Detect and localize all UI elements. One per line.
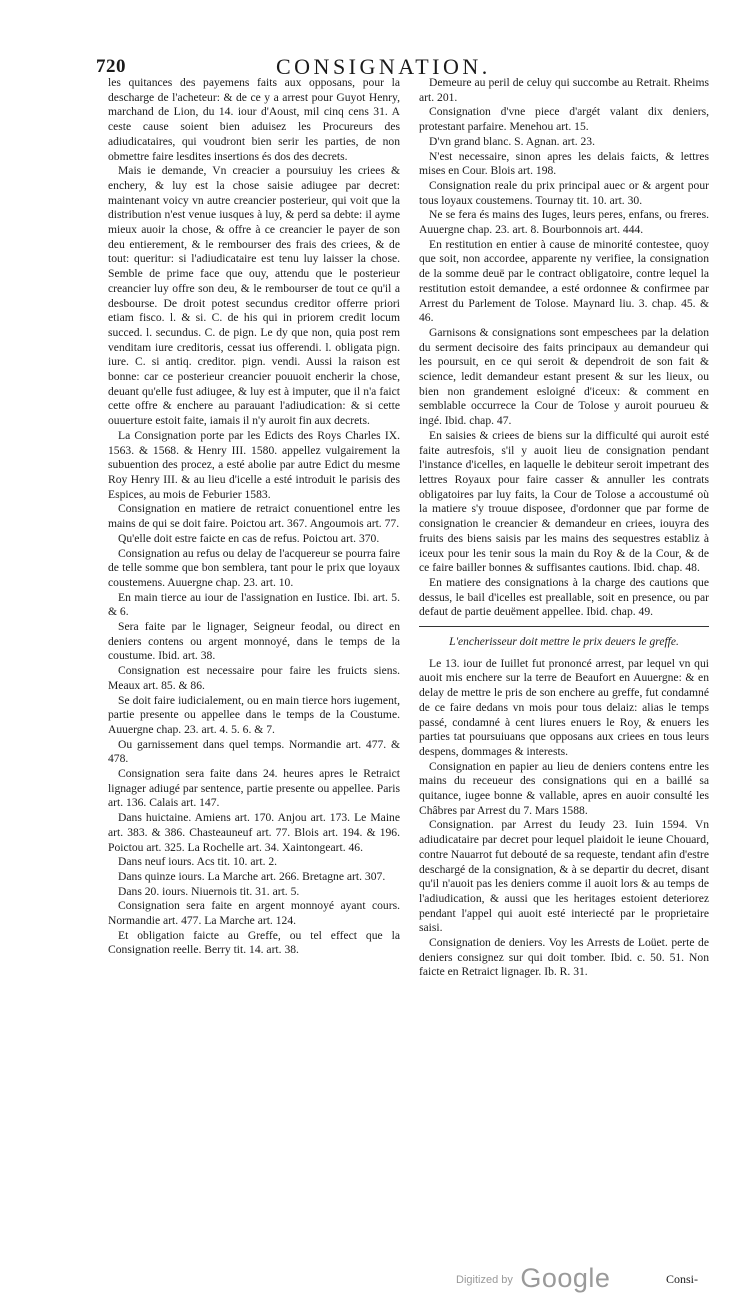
paragraph: Consignation sera faite en argent monnoyé ayant cours. Normandie art. 477. La Marche art. 124. (108, 899, 400, 928)
paragraph: En saisies & criees de biens sur la difficulté qui auroit esté faite autresfois, s'il y auoit lieu de consignation pendant l'instance d'icelles, en laquelle le debiteur seroit impetrant des lettres Royaux pour faire casser & annuller les contrats obligatoires par luy faits, la Cour de Tolose a accoustumé où la matiere s'y trouue disposee, d'ordonner que par forme de consignation le creancier & demandeur en criees, iouyra des fruits des biens saisis par les mains des sequestres establiz à iceux pour les tenir sous la main du Roy & de la Cour, & de ce faire bailler bonnes & suffisantes cautions. Ibid. chap. 48. (419, 428, 709, 575)
page-number: 720 (96, 56, 126, 77)
paragraph: Dans huictaine. Amiens art. 170. Anjou art. 173. Le Maine art. 383. & 386. Chasteauneuf art. 77. Blois art. 194. & 196. Poictou art. 325. La Rochelle art. 34. Xaintongeart. 46. (108, 811, 400, 854)
paragraph: N'est necessaire, sinon apres les delais faicts, & lettres mises en Cour. Blois art. 198. (419, 149, 709, 178)
paragraph: La Consignation porte par les Edicts des Roys Charles IX. 1563. & 1568. & Henry III. 1580. appellez vulgairement la subuention des procez, a esté abolie par autre Edict du mesme Roy Henry III. & au lieu d'icelle a esté introduit le parisis des Espices, au mois de Feburier 1583. (108, 428, 400, 501)
right-column (419, 76, 709, 980)
paragraph: Dans 20. iours. Niuernois tit. 31. art. 5. (118, 884, 300, 898)
paragraph: Consignation en papier au lieu de deniers contens entre les mains du receueur des consignations qui en a baillé sa quitance, iugee bonne & vallable, apres en auoir consulté les Châbres par Arrest du 7. Mars 1588. (419, 759, 709, 817)
paragraph: Se doit faire iudicialement, ou en main tierce hors iugement, partie presente ou appellee dans le temps de la Coustume. Auuergne chap. 23. art. 4. 5. 6. & 7. (108, 693, 400, 736)
watermark-small-text: Digitized by (456, 1274, 513, 1286)
paragraph: Consignation sera faite dans 24. heures apres le Retraict lignager adiugé par sentence, partie presente ou appellee. Paris art. 136. Calais art. 147. (108, 767, 400, 810)
digitized-by-google-watermark (456, 1263, 610, 1294)
paragraph: Consignation d'vne piece d'argét valant dix deniers, protestant parfaire. Menehou art. 15. (419, 105, 709, 134)
paragraph: En matiere des consignations à la charge des cautions que dessus, le bail d'icelles est preallable, soit en presence, ou par defaut de partie deuëment appellee. Ibid. chap. 49. (419, 575, 709, 619)
paragraph: Consignation est necessaire pour faire les fruicts siens. Meaux art. 85. & 86. (108, 664, 400, 692)
paragraph: Consignation en matiere de retraict conuentionel entre les mains de qui se doit faire. Poictou art. 367. Angoumois art. 77. (108, 502, 400, 531)
watermark-logo-text: Google (520, 1263, 611, 1293)
paragraph: En restitution en entier à cause de minorité contestee, quoy que soit, non accordee, apparente ny verifiee, la consignation de la somme deuë par le contract obligatoire, contre lequel la restitution estoit demandee, a esté ordonnee & confirmee par Arrest du Parlement de Tolose. Maynard liu. 3. chap. 45. & 46. (419, 237, 709, 325)
running-title: CONSIGNATION. (276, 54, 491, 79)
paragraph: Ne se fera és mains des Iuges, leurs peres, enfans, ou freres. Auuergne chap. 23. art. 8. Bourbonnois art. 444. (419, 208, 709, 237)
section-divider (419, 626, 709, 627)
paragraph: Qu'elle doit estre faicte en cas de refus. Poictou art. 370. (118, 531, 380, 545)
paragraph: Le 13. iour de Iuillet fut prononcé arrest, par lequel vn qui auoit mis enchere sur la terre de Beaufort en Auuergne: & en delay de mettre le pris de son enchere au greffe, fut condamné de ce faire dedans vn mois pour tous delaiz: alias le temps passé, condamné à cent liures enuers le Roy, & enuers les parties tat poursuiuans que opposans aux criees en tous leurs despens, dommages & interests. (419, 656, 709, 758)
section-heading: L'encherisseur doit mettre le prix deuers le greffe. (449, 636, 679, 649)
paragraph: Consignation. par Arrest du Ieudy 23. Iuin 1594. Vn adiudicataire par decret pour lequel plaidoit le ieune Chouard, contre Nauarrot fut debouté de sa requeste, tendant afin d'estre deschargé de la consignation, & à se departir du decret, disant qu'il n'auoit pas les deniers comme il auoit lors & au temps de l'adiudication, & aussi que les heritages estoient deteriorez pendant l'appel qui auoit esté interiecté par le proprietaire saisi. (419, 818, 709, 935)
paragraph: Demeure au peril de celuy qui succombe au Retrait. Rheims art. 201. (419, 76, 709, 104)
paragraph: Et obligation faicte au Greffe, ou tel effect que la Consignation reelle. Berry tit. 14. art. 38. (108, 928, 400, 957)
paragraph: Ou garnissement dans quel temps. Normandie art. 477. & 478. (108, 737, 400, 766)
paragraph: D'vn grand blanc. S. Agnan. art. 23. (429, 134, 595, 148)
paragraph: Consignation au refus ou delay de l'acquereur se pourra faire de telle somme que bon semblera, tant pour le prix que loyaux coustemens. Auuergne chap. 23. art. 10. (108, 546, 400, 589)
paragraph: Mais ie demande, Vn creacier a poursuiuy les criees & enchery, & luy est la chose saisie adiugee par decret: maintenant voicy vn autre creancier posterieur, qui voit que la distribution n'est venue iusques à luy, & perd sa debte: il ayme mieux auoir la chose, & offre à ce creancier le payer de son deu entierement, & le rembourser des frais des criees, & de tout: queritur: si l'adiudicataire est tenu luy laisser la chose. Semble de prime face que ouy, attendu que le posterieur creancier luy offre son deu, & le rembourser de tout ce qu'il a desbourse. De droit potest secundus creditor offerre priori etiam fisco. l. & si. C. de his qui in priorem credit locum succed. l. secundus. C. de pign. Le dy que non, quia post rem venditam iure creditoris, cessat ius offerendi. l. obligata pign. iure. C. si antiq. creditor. pign. vendi. Aussi la raison est bonne: car ce posterieur creancier pouuoit encherir la chose, deuant qu'elle fust adiugee, & luy est à imputer, que il n'a faict cette offre & enchere au parauant l'adiudication: & si cette ouuerture estoit faite, iamais il n'y auroit fin aux decrets. (108, 164, 400, 428)
paragraph: Garnisons & consignations sont empeschees par la delation du serment decisoire des faits principaux au demandeur qui les poursuit, en ce qui seroit & dependroit de son fait & science, ledit demandeur estant present & sur les lieux, ou bien non grandement esloigné d'iceux: & comment en semblable occurrece la Cour de Tolose y auroit pourueu & ingé. Ibid. chap. 47. (419, 325, 709, 428)
catchword: Consi- (666, 1272, 699, 1286)
left-column (108, 76, 400, 958)
paragraph: Consignation de deniers. Voy les Arrests de Loüet. perte de deniers consignez sur qui doit tomber. Ibid. c. 50. 51. Non faicte en Retraict lignager. Ib. R. 31. (419, 936, 709, 979)
paragraph: Sera faite par le lignager, Seigneur feodal, ou direct en deniers contens ou argent monnoyé, dans le temps de la coustume. Ibid. art. 38. (108, 620, 400, 663)
paragraph: En main tierce au iour de l'assignation en Iustice. Ibi. art. 5. & 6. (108, 590, 400, 619)
paragraph: Consignation reale du prix principal auec or & argent pour tous loyaux coustemens. Tournay tit. 10. art. 30. (419, 178, 709, 207)
paragraph: Dans quinze iours. La Marche art. 266. Bretagne art. 307. (118, 869, 386, 883)
paragraph: Dans neuf iours. Acs tit. 10. art. 2. (118, 855, 278, 869)
paragraph: les quitances des payemens faits aux opposans, pour la descharge de l'acheteur: & de ce y a arrest pour Guyot Henry, marchand de Lion, du 14. iour d'Aoust, mil cinq cens 31. A ceste cause soient bien aduisez les Procureurs des adiudicataires, qui voudront bien serir les parties, de non obmettre faire lesdites insertions és dos des decrets. (108, 76, 400, 163)
